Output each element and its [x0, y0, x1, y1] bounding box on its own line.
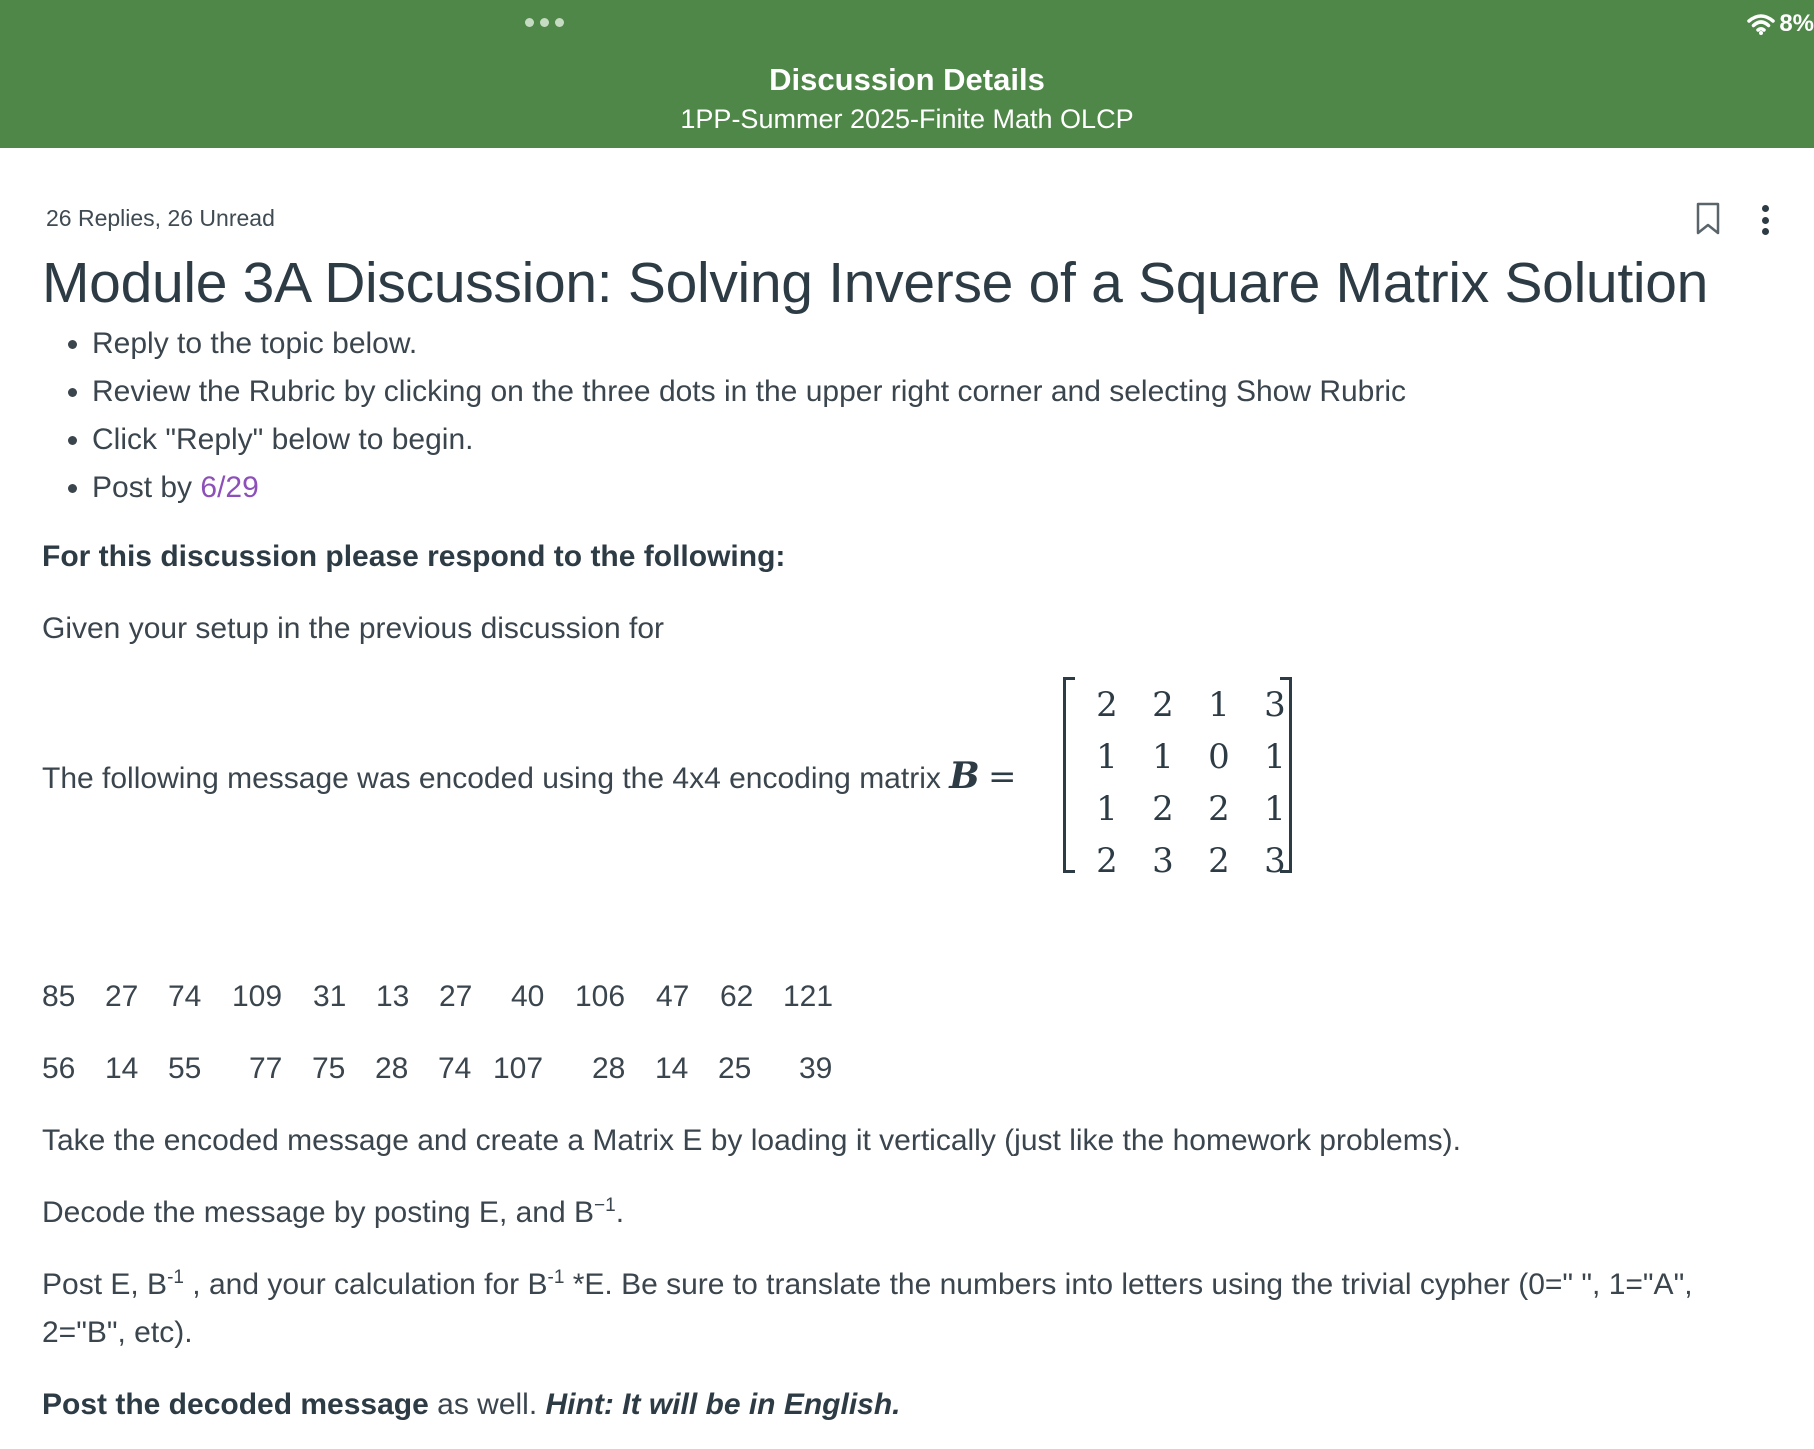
matrix-cell: 2 [1096, 685, 1118, 725]
app-header [0, 0, 1814, 148]
post-text-a: Post E, B [42, 1268, 168, 1301]
due-date-link[interactable]: 6/29 [200, 471, 259, 504]
encoded-number: 55 [168, 1052, 202, 1085]
encoded-number: 27 [439, 980, 473, 1013]
post-by-label: Post by [92, 471, 201, 504]
encoded-number: 25 [718, 1052, 752, 1085]
encoded-number: 74 [438, 1052, 472, 1085]
matrix-cell: 1 [1096, 789, 1118, 829]
setup-text: Given your setup in the previous discussion for [42, 612, 664, 645]
header-subtitle: 1PP-Summer 2025-Finite Math OLCP [680, 104, 1134, 134]
decode-sup: −1 [594, 1195, 616, 1216]
encoded-number: 27 [105, 980, 139, 1013]
post-instruction-line-1 [42, 1268, 1693, 1302]
encoded-number: 85 [42, 980, 76, 1013]
final-instruction [42, 1388, 901, 1422]
encoded-number: 106 [575, 980, 626, 1013]
matrix-cell: 2 [1096, 841, 1118, 881]
respond-heading: For this discussion please respond to the following: [42, 540, 786, 573]
encoded-number: 31 [313, 980, 347, 1013]
matrix-cell: 2 [1208, 789, 1230, 829]
page-title: Module 3A Discussion: Solving Inverse of a Square Matrix Solution [42, 251, 1709, 315]
list-item [92, 464, 1406, 512]
matrix-cell: 2 [1208, 841, 1230, 881]
encoded-number: 28 [592, 1052, 626, 1085]
decode-end: . [615, 1196, 625, 1229]
encoded-number: 62 [720, 980, 754, 1013]
matrix-cell: 2 [1152, 685, 1174, 725]
matrix-cell: 0 [1208, 737, 1230, 777]
final-bold: Post the decoded message [42, 1388, 429, 1421]
encoded-number: 14 [105, 1052, 139, 1085]
final-hint: Hint: It will be in English. [545, 1388, 901, 1421]
encoded-number: 39 [799, 1052, 833, 1085]
encoded-number: 56 [42, 1052, 76, 1085]
matrix-cell: 1 [1264, 737, 1286, 777]
encoded-number: 28 [375, 1052, 409, 1085]
reply-count: 26 Replies, 26 Unread [46, 205, 275, 231]
encoded-number: 121 [783, 980, 834, 1013]
wifi-icon [1747, 13, 1775, 35]
encoded-number: 14 [655, 1052, 689, 1085]
encoded-number: 40 [511, 980, 545, 1013]
encoding-label: The following message was encoded using the 4x4 encoding matrix [42, 762, 941, 795]
post-text-c: *E. Be sure to translate the numbers into letters using the trivial cypher (0=" ", 1="A", [564, 1268, 1693, 1301]
take-instruction: Take the encoded message and create a Matrix E by loading it vertically (just like the homework problems). [42, 1124, 1462, 1157]
header-title: Discussion Details [769, 62, 1045, 97]
equals-sign: = [987, 757, 1017, 797]
list-item: • Reply to the topic below. [92, 320, 1406, 368]
matrix-cell: 1 [1264, 789, 1286, 829]
more-options-icon[interactable] [1754, 202, 1776, 238]
matrix-left-bracket [1063, 677, 1075, 873]
status-bar [1747, 10, 1814, 38]
instruction-list [52, 320, 1406, 512]
post-sup-1: -1 [167, 1267, 184, 1288]
matrix-cell: 3 [1264, 685, 1286, 725]
matrix-cell: 3 [1264, 841, 1286, 881]
encoding-text [42, 755, 1016, 797]
decode-text: Decode the message by posting E, and B [42, 1196, 595, 1229]
post-sup-2: -1 [547, 1267, 565, 1288]
matrix-cell: 1 [1152, 737, 1174, 777]
matrix-cell: 2 [1152, 789, 1174, 829]
matrix-symbol: B [949, 755, 980, 797]
encoded-number: 107 [493, 1052, 544, 1085]
encoded-number: 13 [376, 980, 410, 1013]
decode-instruction [42, 1196, 624, 1230]
list-item: • Click "Reply" below to begin. [92, 416, 1406, 464]
bookmark-icon[interactable] [1695, 202, 1721, 236]
encoded-number: 109 [232, 980, 283, 1013]
post-instruction-line-2: 2="B", etc). [42, 1316, 193, 1349]
multitasking-dots-icon[interactable] [525, 18, 564, 27]
post-text-b: , and your calculation for B [183, 1268, 548, 1301]
list-item: • Review the Rubric by clicking on the three dots in the upper right corner and selecting Show Rubric [92, 368, 1406, 416]
matrix-cell: 1 [1208, 685, 1230, 725]
encoded-number: 47 [656, 980, 690, 1013]
encoded-number: 74 [168, 980, 202, 1013]
final-plain: as well. [428, 1388, 546, 1421]
encoding-matrix [1063, 677, 1292, 881]
battery-text: 8% [1779, 10, 1814, 37]
matrix-cell: 3 [1152, 841, 1174, 881]
matrix-cell: 1 [1096, 737, 1118, 777]
encoded-number: 75 [312, 1052, 346, 1085]
encoded-number: 77 [249, 1052, 283, 1085]
